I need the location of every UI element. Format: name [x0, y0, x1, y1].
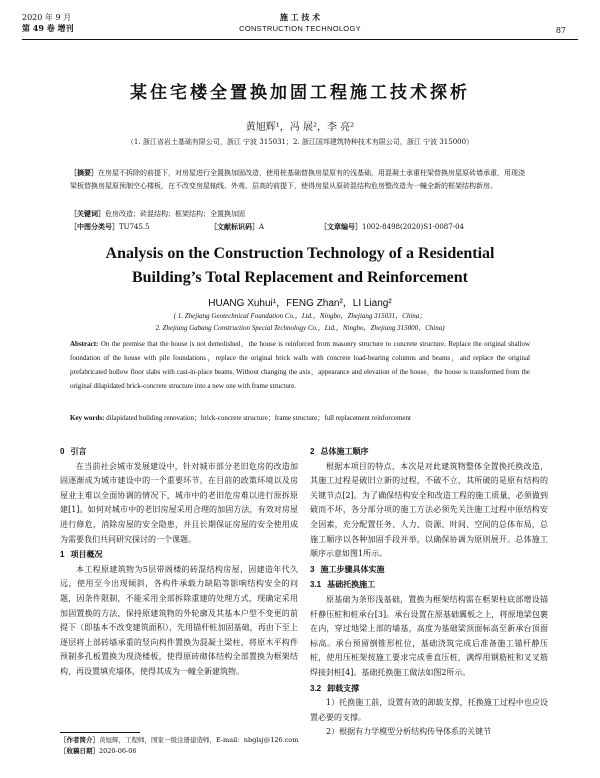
keywords-cn [70, 207, 530, 221]
section-3-2-title: 卸载支撑 [327, 682, 360, 693]
section-2-number: 2 [310, 447, 315, 456]
section-3-number: 3 [310, 564, 315, 574]
footnote-received-date: 2020-06-06 [99, 747, 137, 755]
section-0-title: 引言 [70, 446, 87, 456]
title-en-line2: Building’s Total Replacement and Reinforcement [131, 269, 468, 286]
keywords-en-text: dilapidated building renovation；brick-concrete structure；frame structure；full replacement reinforcement [106, 414, 411, 422]
paragraph-overview: 本工程原建筑物为5层带阁楼的砖混结构房屋，因建造年代久远，使用至今出现倾斜，各构件承载力缺陷等影响结构安全的问题，因条件限制，不能采用全部拆除重建的处理方式，现确定采用加固置换的方法，保持原建筑物的外轮廓及其基本户型不变更的前提下（即基本不改变建筑面积），先用锚杆桩加固基础，再由下至上逐层将上部砖墙承重的竖向构件置换为混凝土梁柱，将原木平构件预制多孔板置换为现浇楼板，使得原砖砌体结构全部置换为框架结构，再设置填充墙体，使得其成为一幢全新建筑物。 [60, 564, 298, 676]
journal-name-en: CONSTRUCTION TECHNOLOGY [239, 24, 361, 33]
section-2-title: 总体施工顺序 [320, 446, 369, 456]
abstract-cn-label: ［摘要］ [70, 168, 98, 177]
abstract-cn [70, 166, 530, 193]
abstract-en-text: On the premise that the house is not demolished，the house is reinforced from masonry structure to concrete structure. Replace the original shallow foundation of the house with pile foundations，replace the original brick walls with concrete load-bearing columns and beams，and replace the original prefabricated hollow floor slabs with cast-in-place beams. Without changing the axis，appearance and elevation of the house，the house is transformed from the original dilapidated brick-concrete structure into a new one with frame structure. [70, 340, 531, 390]
keywords-en-label: Key words: [70, 414, 105, 422]
authors-en: HUANG Xuhui¹，FENG Zhan²，LI Liang² [208, 298, 392, 309]
footnote-received [60, 746, 300, 757]
section-3-2-heading [310, 681, 548, 697]
classification-row [70, 220, 530, 234]
title-cn: 某住宅楼全置换加固工程施工技术探析 [130, 83, 470, 103]
section-0-number: 0 [60, 447, 65, 456]
journal-name [0, 12, 600, 34]
footnote-divider [60, 732, 140, 733]
clc-value: TU745.5 [119, 223, 150, 231]
authors-cn: 黄旭辉¹，冯 展²，李 亮² [245, 122, 355, 133]
article-no-label: ［文章编号］ [320, 222, 362, 231]
footnote-author [60, 735, 300, 746]
section-3-1-number: 3.1 [310, 580, 322, 590]
page-number: 87 [555, 26, 566, 35]
doc-code-label: ［文献标识码］ [210, 222, 259, 231]
abstract-en-label: Abstract: [70, 340, 99, 348]
doc-code-value: A [259, 223, 265, 231]
paragraph-intro: 在当前社会城市发展建设中，针对城市部分老旧危房的改造加固逐渐成为城市建设中的一个重要环节。在目前的政策环境以及房屋业主难以全面协调的情况下，城市中的老旧危房难以进行原拆原建[1]。如何对城市中的老旧房屋采用合理的加固方法，有效对房屋进行修危，消除房屋的安全隐患，并且长期保证房屋的安全使用成为需要我们共同研究探讨的一个课题。 [60, 461, 298, 544]
body-left-column [60, 444, 298, 680]
footnote-author-label: ［作者简介］ [60, 736, 99, 744]
title-en-line1: Analysis on the Construction Technology of a Residential [105, 245, 495, 262]
section-1-number: 1 [60, 550, 65, 560]
clc-label: ［中图分类号］ [70, 222, 119, 231]
header-divider [22, 39, 578, 40]
keywords-en [70, 412, 530, 424]
issue-date: 2020 年 9 月 [22, 13, 72, 22]
abstract-en [70, 337, 530, 393]
volume-info: 第 49 卷 增刊 [22, 23, 74, 33]
affiliation-cn: （1. 浙江省岩土基础有限公司，浙江 宁波 315031；2. 浙江国邦建筑特种技术有限公司，浙江 宁波 315000） [126, 138, 474, 146]
paragraph-support-2: 2）根据有力学模型分析结构传导体系的关键节 [326, 727, 492, 737]
title-en [0, 242, 600, 290]
affiliation-en-line1: ( 1. Zhejiang Geotechnical Foundation Co.，Ltd.，Ningbo，Zhejiang 315031，China； [173, 312, 427, 320]
section-1-title: 项目概况 [70, 549, 103, 560]
section-1-heading [60, 547, 298, 563]
section-3-title: 施工步骤具体实施 [320, 563, 385, 574]
abstract-cn-text: 在房屋不拆除的前提下，对房屋进行全置换加固改造，使用桩基础替换房屋原有的浅基础，用混凝土承重柱梁替换房屋原砖墙承重，用现浇梁板替换房屋原预制空心楼板，在不改变房屋轴线、外观、层高的前提下，使得房屋从原砖混结构危房整改造为一幢全新的框架结构新房。 [70, 169, 525, 190]
affiliation-en-line2: 2. Zhejiang Gabang Construction Special Technology Co.，Ltd.，Ningbo，Zhejiang 315000，China) [155, 324, 445, 332]
section-3-heading [310, 562, 548, 578]
affiliation-en [60, 310, 540, 334]
journal-name-cn: 施 工 技 术 [279, 12, 321, 22]
section-0-heading [60, 444, 298, 460]
paragraph-sequence: 根据本项目的特点，本次是对此建筑物整体全置换托换改造，其施工过程是破旧立新的过程，不破不立，其所破的是原有结构的关键节点[2]。为了确保结构安全和改造工程的施工质量，必须做到破而不坏，各分部分项的施工方法必须先关注施工过程中原结构安全因素，充分配置任务、人力、资源、时间、空间的总体布局，总施工顺序以各种加固手段并举，以确保协调为原则展开。总体施工顺序示意如图1所示。 [310, 461, 548, 559]
section-3-1-heading [310, 577, 548, 593]
paragraph-support-1: 1）托换施工前，设置有效的卸载支撑，托换施工过程中也应设置必要的支撑。 [310, 698, 548, 722]
paragraph-foundation: 原基础为条形浅基础，置换为框架结构需在框架柱底部增设锚杆静压桩和桩承台[3]。承台设置在原基础翼板之上，将原地梁包裹在内，穿过地梁上部的墙基，高度为基础梁顶面标高至新承台顶面标高。承台预留倒锥形桩位，基础浇筑完成后准备施工锚杆静压桩，使用压桩架按施工要求完成垂直压桩，满焊用钢筋桩和叉叉筋焊接封桩[4]。基础托换施工做法如图2所示。 [310, 594, 548, 677]
footnote [60, 735, 300, 757]
footnote-received-label: ［收稿日期］ [60, 747, 99, 755]
section-2-heading [310, 444, 548, 460]
section-3-2-number: 3.2 [310, 683, 322, 693]
section-3-1-title: 基础托换施工 [327, 579, 376, 590]
keywords-cn-label: ［关键词］ [70, 209, 105, 218]
keywords-cn-text: 危房改造；砖混结构；框架结构；全置换加固 [105, 210, 245, 218]
footnote-author-text: 黄旭辉，工程师，国家一级注册建造师，E-mail：nbglsj@126.com [99, 736, 299, 744]
article-no-value: 1002-8498(2020)S1-0087-04 [362, 223, 464, 231]
body-right-column [310, 444, 548, 740]
